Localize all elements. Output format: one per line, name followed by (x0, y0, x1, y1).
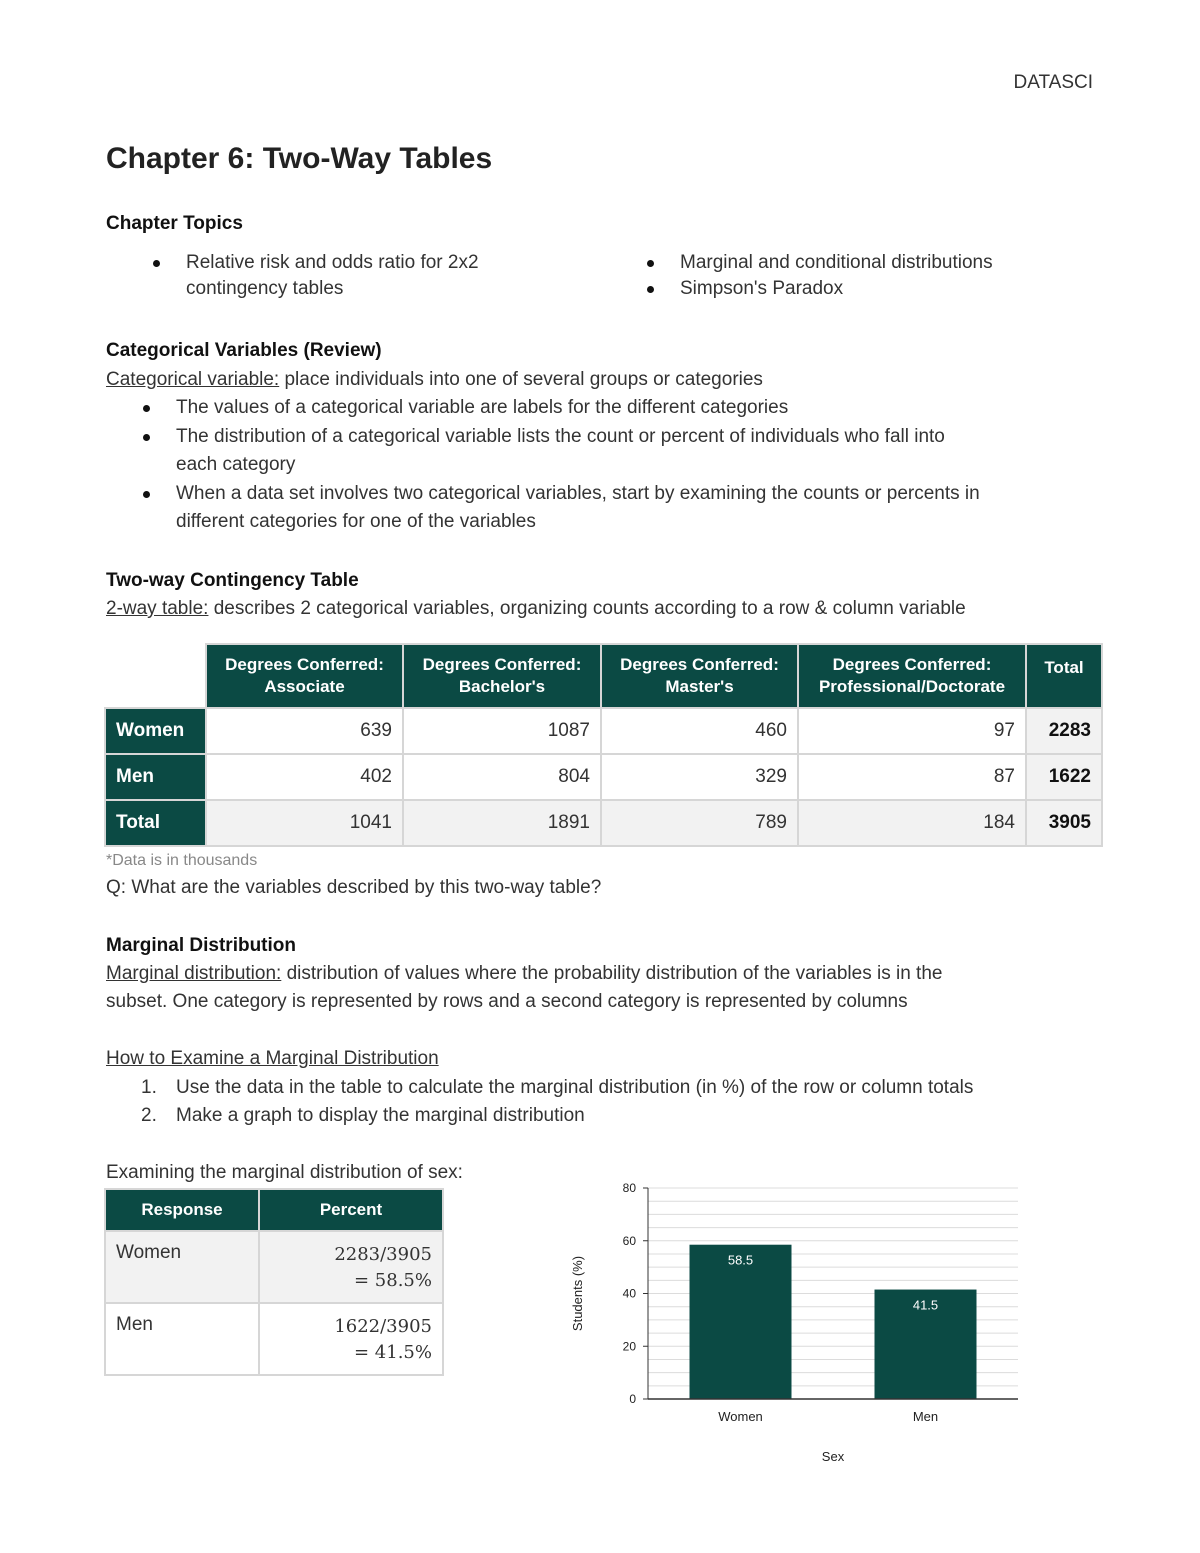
column-header: Degrees Conferred: Associate (206, 644, 403, 708)
topics-heading: Chapter Topics (106, 213, 243, 234)
step-text: Use the data in the table to calculate the marginal distribution (in %) of the row or column totals (176, 1077, 974, 1098)
bullet-icon (143, 491, 150, 498)
bullet-icon (647, 286, 654, 293)
table-cell: 329 (601, 754, 798, 800)
table-cell: 1041 (206, 800, 403, 846)
x-tick-label: Women (718, 1409, 763, 1424)
table-cell: 460 (601, 708, 798, 754)
column-header: Degrees Conferred: Professional/Doctorate (798, 644, 1026, 708)
table-cell: 789 (601, 800, 798, 846)
y-tick-label: 40 (622, 1286, 636, 1301)
x-tick-label: Men (912, 1409, 939, 1424)
column-header: Percent (259, 1189, 443, 1231)
topic-item: Marginal and conditional distributions Simpson's Paradox (680, 252, 993, 299)
percent-cell: 1622/3905 = 41.5% (259, 1303, 443, 1375)
table-cell: 804 (403, 754, 601, 800)
bullet-icon (143, 434, 150, 441)
response-cell: Men (105, 1303, 259, 1375)
categorical-bullet: The values of a categorical variable are labels for the different categories (176, 397, 789, 418)
twoway-heading: Two-way Contingency Table (106, 570, 359, 591)
bullet-icon (153, 260, 160, 267)
header-course: DATASCI (1013, 72, 1093, 93)
topic-item: Relative risk and odds ratio for 2x2 contingency tables (186, 252, 479, 299)
y-tick-label: 20 (622, 1339, 636, 1354)
y-tick-label: 60 (622, 1233, 636, 1248)
row-header: Total (105, 800, 206, 846)
column-header: Degrees Conferred: Master's (601, 644, 798, 708)
table-corner (105, 644, 206, 708)
marginal-heading: Marginal Distribution (106, 935, 296, 956)
marginal-bar-chart (560, 1170, 1040, 1480)
y-tick-label: 0 (629, 1392, 636, 1406)
twoway-definition: 2-way table: describes 2 categorical variables, organizing counts according to a row & column variable (106, 598, 966, 619)
row-total: 3905 (1026, 800, 1102, 846)
data-label: 41.5 (912, 1297, 939, 1313)
x-axis-label: Sex (821, 1449, 845, 1464)
table-row (105, 1303, 443, 1375)
degrees-table (104, 643, 1103, 847)
sex-distribution-table (104, 1188, 444, 1376)
table-cell: 1891 (403, 800, 601, 846)
y-axis-label: Students (%) (570, 1255, 585, 1332)
table-row (105, 754, 1102, 800)
table-row (105, 800, 1102, 846)
percent-cell: 2283/3905 = 58.5% (259, 1231, 443, 1303)
table-cell: 97 (798, 708, 1026, 754)
categorical-heading: Categorical Variables (Review) (106, 340, 382, 361)
bullet-icon (647, 260, 654, 267)
data-label: 58.5 (727, 1252, 754, 1268)
y-tick-label: 80 (622, 1181, 636, 1195)
example-label: Examining the marginal distribution of sex: (106, 1162, 463, 1183)
bullet-icon (143, 405, 150, 412)
table-row (105, 1231, 443, 1303)
column-header: Total (1026, 644, 1102, 708)
table-cell: 1087 (403, 708, 601, 754)
step-text: Make a graph to display the marginal distribution (176, 1105, 585, 1126)
column-header: Degrees Conferred: Bachelor's (403, 644, 601, 708)
response-cell: Women (105, 1231, 259, 1303)
column-header: Response (105, 1189, 259, 1231)
table-cell: 402 (206, 754, 403, 800)
table-note: *Data is in thousands (106, 852, 258, 869)
step-number: 2. (141, 1105, 157, 1126)
categorical-bullet: The distribution of a categorical variable lists the count or percent of individuals who fall into each category (176, 426, 945, 475)
row-total: 2283 (1026, 708, 1102, 754)
table-cell: 639 (206, 708, 403, 754)
page-title: Chapter 6: Two-Way Tables (106, 142, 493, 175)
categorical-bullet: When a data set involves two categorical variables, start by examining the counts or percents in different categories for one of the variables (176, 483, 980, 532)
row-total: 1622 (1026, 754, 1102, 800)
howto-heading: How to Examine a Marginal Distribution (106, 1048, 439, 1069)
step-number: 1. (141, 1077, 157, 1098)
table-cell: 184 (798, 800, 1026, 846)
categorical-definition: Categorical variable: place individuals into one of several groups or categories (106, 369, 763, 390)
row-header: Women (105, 708, 206, 754)
table-row (105, 708, 1102, 754)
bar (690, 1245, 792, 1399)
table-cell: 87 (798, 754, 1026, 800)
twoway-question: Q: What are the variables described by this two-way table? (106, 877, 602, 898)
row-header: Men (105, 754, 206, 800)
marginal-definition: Marginal distribution: distribution of values where the probability distribution of the variables is in the subset. One category is represented by rows and a second category is represented by columns (106, 963, 943, 1012)
